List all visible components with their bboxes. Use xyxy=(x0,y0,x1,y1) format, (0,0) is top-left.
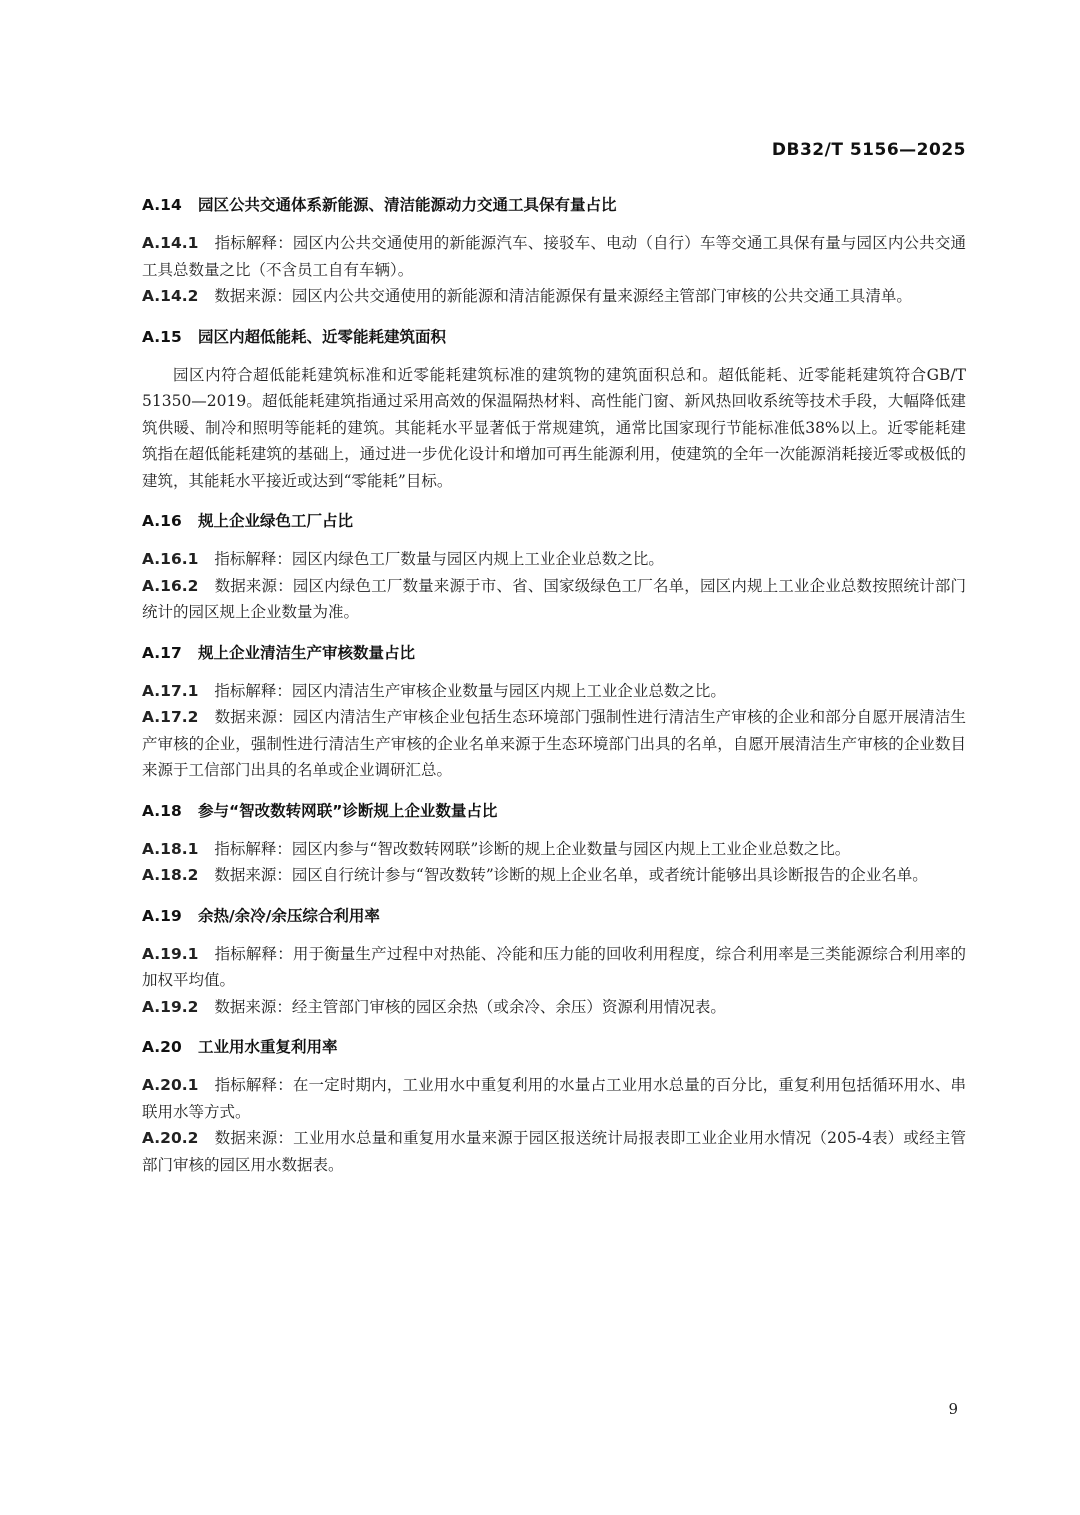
clause-text: 数据来源：园区内绿色工厂数量来源于市、省、国家级绿色工厂名单，园区内规上工业企业总数按照统计部门统计的园区规上企业数量为准。 xyxy=(142,576,966,621)
clause-text: 指标解释：园区内清洁生产审核企业数量与园区内规上工业企业总数之比。 xyxy=(214,681,726,700)
clause-text: 指标解释：在一定时期内，工业用水中重复利用的水量占工业用水总量的百分比，重复利用包括循环用水、串联用水等方式。 xyxy=(142,1076,966,1121)
clause-a16-1 xyxy=(142,546,966,573)
section-heading-a16 xyxy=(142,508,966,534)
clause-text: 指标解释：园区内绿色工厂数量与园区内规上工业企业总数之比。 xyxy=(214,550,664,568)
clause-a20-1 xyxy=(142,1072,966,1125)
clause-group-a14 xyxy=(142,230,966,310)
clause-group-a17 xyxy=(142,678,966,784)
section-number: A.14 xyxy=(142,196,182,214)
clause-text: 数据来源：园区内清洁生产审核企业包括生态环境部门强制性进行清洁生产审核的企业和部分自愿开展清洁生产审核的企业，强制性进行清洁生产审核的企业名单来源于生态环境部门出具的名单，自愿开展清洁生产审核的企业数目来源于工信部门出具的名单或企业调研汇总。 xyxy=(142,708,966,779)
section-number: A.15 xyxy=(142,327,182,346)
clause-text: 数据来源：经主管部门审核的园区余热（或余冷、余压）资源利用情况表。 xyxy=(214,997,726,1016)
section-heading-a19 xyxy=(142,903,966,929)
section-number: A.17 xyxy=(142,643,182,662)
page-number: 9 xyxy=(948,1400,958,1418)
clause-number: A.14.1 xyxy=(142,234,199,252)
clause-number: A.18.2 xyxy=(142,866,199,884)
clause-text: 数据来源：工业用水总量和重复用水量来源于园区报送统计局报表即工业企业用水情况（205-4表）或经主管部门审核的园区用水数据表。 xyxy=(142,1129,966,1174)
document-body xyxy=(142,192,966,1192)
clause-a19-1 xyxy=(142,941,966,994)
clause-a19-2 xyxy=(142,994,966,1021)
clause-text: 指标解释：园区内参与“智改数转网联”诊断的规上企业数量与园区内规上工业企业总数之比。 xyxy=(214,839,851,858)
section-heading-a15 xyxy=(142,324,966,350)
section-heading-a20 xyxy=(142,1034,966,1060)
clause-number: A.16.1 xyxy=(142,550,199,568)
section-number: A.19 xyxy=(142,906,182,925)
clause-number: A.19.2 xyxy=(142,997,199,1016)
clause-group-a19 xyxy=(142,941,966,1021)
clause-text: 数据来源：园区自行统计参与“智改数转”诊断的规上企业名单，或者统计能够出具诊断报告的企业名单。 xyxy=(214,866,928,884)
clause-a14-1 xyxy=(142,230,966,283)
section-number: A.18 xyxy=(142,801,182,820)
clause-text: 指标解释：园区内公共交通使用的新能源汽车、接驳车、电动（自行）车等交通工具保有量与园区内公共交通工具总数量之比（不含员工自有车辆）。 xyxy=(142,234,966,279)
clause-text: 数据来源：园区内公共交通使用的新能源和清洁能源保有量来源经主管部门审核的公共交通工具清单。 xyxy=(214,287,912,305)
clause-number: A.19.1 xyxy=(142,944,199,963)
clause-a14-2 xyxy=(142,283,966,310)
section-title: 规上企业清洁生产审核数量占比 xyxy=(198,643,416,662)
clause-a18-2 xyxy=(142,862,966,889)
section-title: 园区公共交通体系新能源、清洁能源动力交通工具保有量占比 xyxy=(198,196,617,214)
clause-a17-1 xyxy=(142,678,966,705)
section-title: 参与“智改数转网联”诊断规上企业数量占比 xyxy=(198,801,498,820)
clause-group-a18 xyxy=(142,836,966,889)
clause-number: A.17.2 xyxy=(142,708,199,726)
standard-code: DB32/T 5156—2025 xyxy=(771,140,966,160)
section-heading-a14 xyxy=(142,192,966,218)
clause-group-a20 xyxy=(142,1072,966,1178)
clause-number: A.18.1 xyxy=(142,839,199,858)
section-heading-a18 xyxy=(142,798,966,824)
clause-number: A.17.1 xyxy=(142,681,199,700)
section-title: 规上企业绿色工厂占比 xyxy=(198,512,354,530)
clause-group-a16 xyxy=(142,546,966,626)
clause-a18-1 xyxy=(142,836,966,863)
clause-text: 指标解释：用于衡量生产过程中对热能、冷能和压力能的回收利用程度，综合利用率是三类能源综合利用率的加权平均值。 xyxy=(142,944,966,989)
section-title: 工业用水重复利用率 xyxy=(198,1038,338,1056)
section-title: 余热/余冷/余压综合利用率 xyxy=(198,906,380,925)
clause-a17-2 xyxy=(142,704,966,784)
clause-number: A.20.2 xyxy=(142,1129,199,1147)
section-number: A.16 xyxy=(142,512,182,530)
section-heading-a17 xyxy=(142,640,966,666)
clause-number: A.16.2 xyxy=(142,576,199,595)
section-title: 园区内超低能耗、近零能耗建筑面积 xyxy=(198,327,447,346)
clause-a16-2 xyxy=(142,573,966,626)
section-number: A.20 xyxy=(142,1038,182,1056)
clause-number: A.14.2 xyxy=(142,287,199,305)
clause-a20-2 xyxy=(142,1125,966,1178)
section-body-a15: 园区内符合超低能耗建筑标准和近零能耗建筑标准的建筑物的建筑面积总和。超低能耗、近零能耗建筑符合GB/T 51350—2019。超低能耗建筑指通过采用高效的保温隔热材料、高性能门窗、新风热回收系统等技术手段，大幅降低建筑供暖、制冷和照明等能耗的建筑。其能耗水平显著低于常规建筑，通常比国家现行节能标准低38%以上。近零能耗建筑指在超低能耗建筑的基础上，通过进一步优化设计和增加可再生能源利用，使建筑的全年一次能源消耗接近零或极低的建筑，其能耗水平接近或达到“零能耗”目标。 xyxy=(142,365,966,490)
clause-number: A.20.1 xyxy=(142,1076,199,1094)
